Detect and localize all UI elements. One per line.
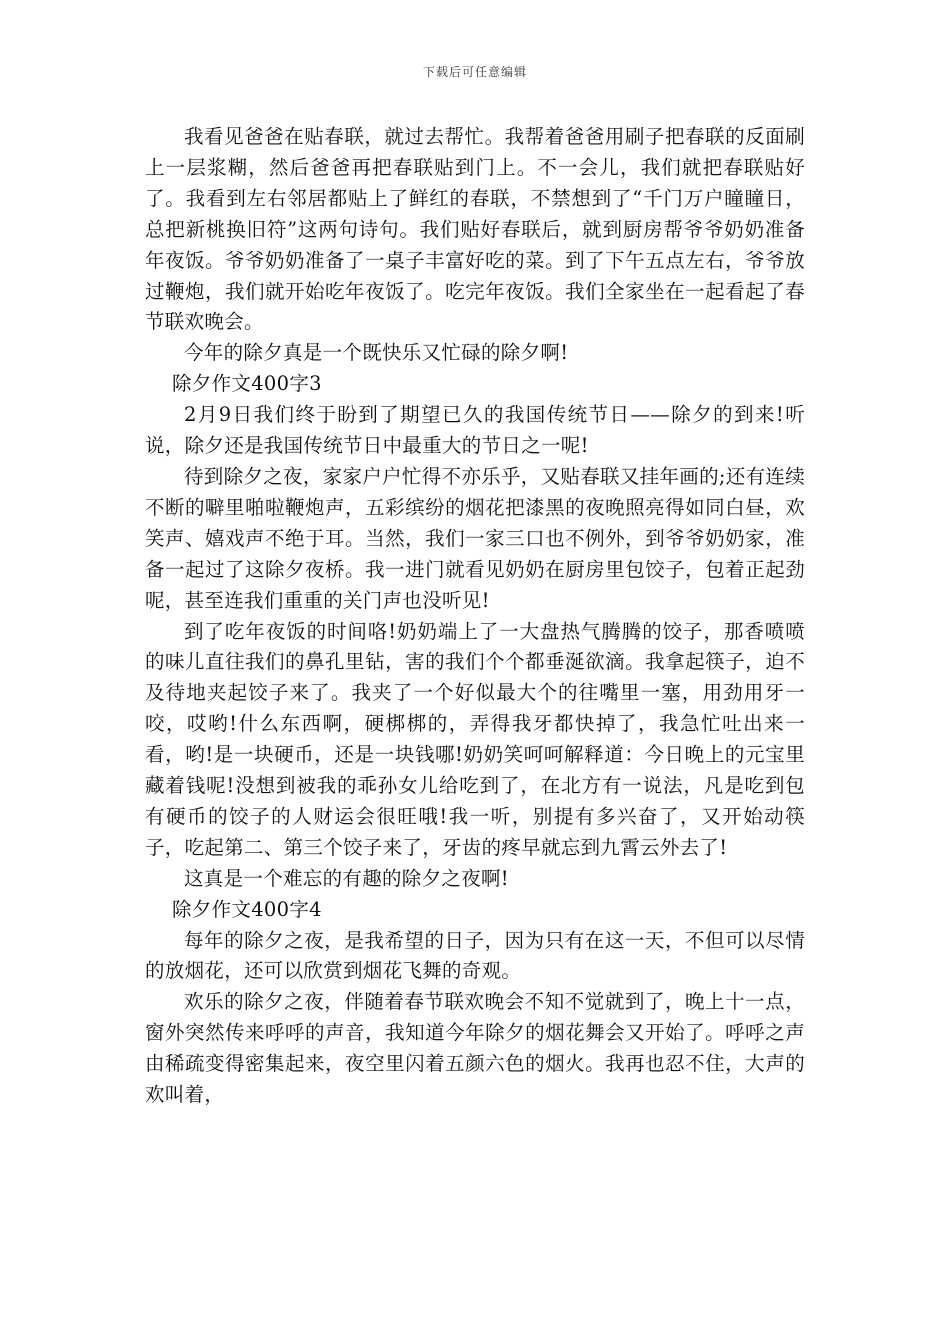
- paragraph: 欢乐的除夕之夜，伴随着春节联欢晚会不知不觉就到了，晚上十一点，窗外突然传来呼呼的声音，我知道今年除夕的烟花舞会又开始了。呼呼之声由稀疏变得密集起来，夜空里闪着五颜六色的烟火。我再也忍不住，大声的欢叫着，: [145, 990, 805, 1107]
- paragraph: 到了吃年夜饭的时间咯!奶奶端上了一大盘热气腾腾的饺子，那香喷喷的味儿直往我们的鼻孔里钻，害的我们个个都垂涎欲滴。我拿起筷子，迫不及待地夹起饺子来了。我夹了一个好似最大个的往嘴里一塞，用劲用牙一咬，哎哟!什么东西啊，硬梆梆的，弄得我牙都快掉了，我急忙吐出来一看，哟!是一块硬币，还是一块钱哪!奶奶笑呵呵解释道：今日晚上的元宝里藏着钱呢!没想到被我的乖孙女儿给吃到了，在北方有一说法，凡是吃到包有硬币的饺子的人财运会很旺哦!我一听，别提有多兴奋了，又开始动筷子，吃起第二、第三个饺子来了，牙齿的疼早就忘到九霄云外去了!: [145, 619, 805, 859]
- paragraph: 这真是一个难忘的有趣的除夕之夜啊!: [184, 866, 509, 890]
- paragraph: 2月9日我们终于盼到了期望已久的我国传统节日——除夕的到来!听说，除夕还是我国传统节日中最重大的节日之一呢!: [145, 403, 805, 458]
- paragraph: 今年的除夕真是一个既快乐又忙碌的除夕啊!: [184, 341, 569, 365]
- section-heading: 除夕作文400字3: [172, 372, 322, 396]
- section-heading: 除夕作文400字4: [172, 897, 322, 921]
- page-header-note: 下载后可任意编辑: [422, 65, 527, 79]
- paragraph: 待到除夕之夜，家家户户忙得不亦乐乎，又贴春联又挂年画的;还有连续不断的噼里啪啦鞭炮声，五彩缤纷的烟花把漆黑的夜晚照亮得如同白昼，欢笑声、嬉戏声不绝于耳。当然，我们一家三口也不例外，到爷爷奶奶家，准备一起过了这除夕夜桥。我一进门就看见奶奶在厨房里包饺子，包着正起劲呢，甚至连我们重重的关门声也没听见!: [145, 464, 805, 612]
- paragraph: 每年的除夕之夜，是我希望的日子，因为只有在这一天，不但可以尽情的放烟花，还可以欣赏到烟花飞舞的奇观。: [145, 928, 805, 983]
- paragraph: 我看见爸爸在贴春联，就过去帮忙。我帮着爸爸用刷子把春联的反面刷上一层浆糊，然后爸爸再把春联贴到门上。不一会儿，我们就把春联贴好了。我看到左右邻居都贴上了鲜红的春联，不禁想到了“千门万户瞳瞳日，总把新桃换旧符”这两句诗句。我们贴好春联后，就到厨房帮爷爷奶奶准备年夜饭。爷爷奶奶准备了一桌子丰富好吃的菜。到了下午五点左右，爷爷放过鞭炮，我们就开始吃年夜饭了。吃完年夜饭。我们全家坐在一起看起了春节联欢晚会。: [145, 125, 805, 334]
- document-body: [145, 122, 805, 1111]
